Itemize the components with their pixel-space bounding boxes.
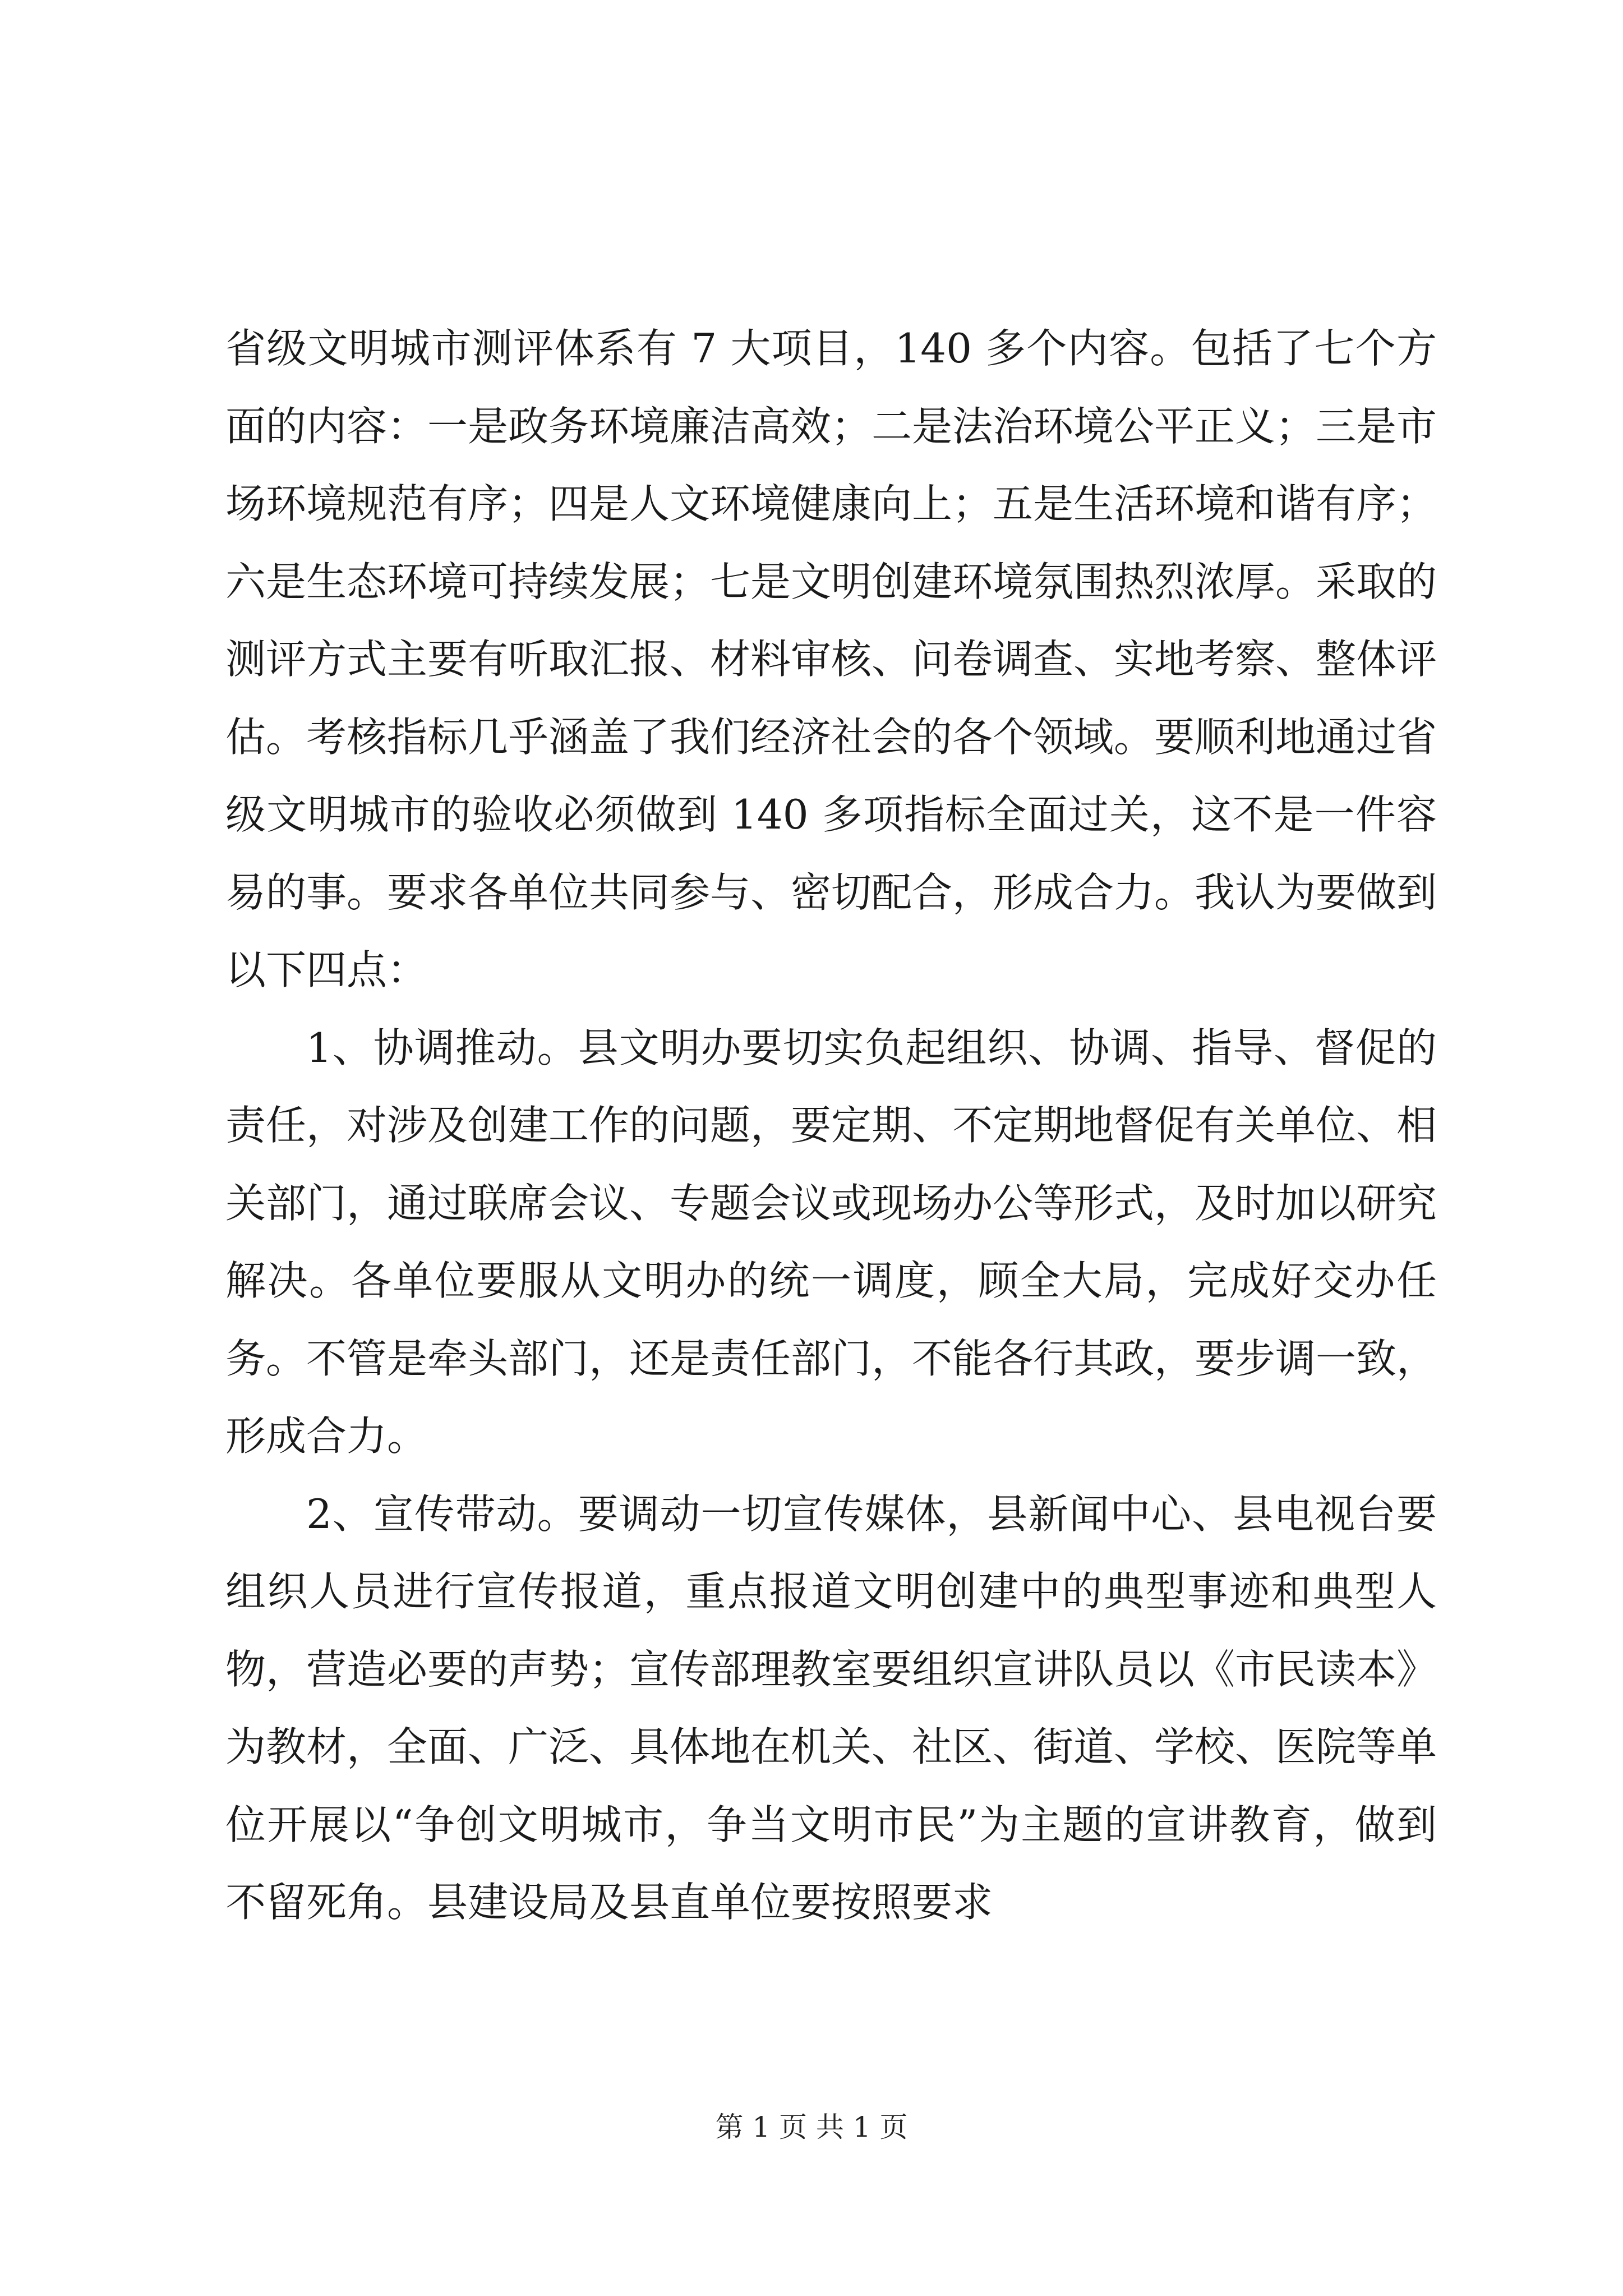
document-body <box>225 310 1437 1941</box>
page-footer: 第 1 页 共 1 页 <box>715 2111 908 2143</box>
paragraph-coordination: 1、协调推动。县文明办要切实负起组织、协调、指导、督促的责任，对涉及创建工作的问题，要定期、不定期地督促有关单位、相关部门，通过联席会议、专题会议或现场办公等形式，及时加以研究解决。各单位要服从文明办的统一调度，顾全大局，完成好交办任务。不管是牵头部门，还是责任部门，不能各行其政，要步调一致，形成合力。 <box>225 1024 1437 1460</box>
paragraph-publicity: 2、宣传带动。要调动一切宣传媒体，县新闻中心、县电视台要组织人员进行宣传报道，重点报道文明创建中的典型事迹和典型人物，营造必要的声势；宣传部理教室要组织宣讲队员以《市民读本》为教材，全面、广泛、具体地在机关、社区、街道、学校、医院等单位开展以“争创文明城市，争当文明市民”为主题的宣讲教育，做到不留死角。县建设局及县直单位要按照要求 <box>225 1490 1437 1926</box>
paragraph-intro: 省级文明城市测评体系有 7 大项目，140 多个内容。包括了七个方面的内容：一是政务环境廉洁高效；二是法治环境公平正义；三是市场环境规范有序；四是人文环境健康向上；五是生活环境和谐有序；六是生态环境可持续发展；七是文明创建环境氛围热烈浓厚。采取的测评方式主要有听取汇报、材料审核、问卷调查、实地考察、整体评估。考核指标几乎涵盖了我们经济社会的各个领域。要顺利地通过省级文明城市的验收必须做到 140 多项指标全面过关，这不是一件容易的事。要求各单位共同参与、密切配合，形成合力。我认为要做到以下四点： <box>225 325 1437 993</box>
